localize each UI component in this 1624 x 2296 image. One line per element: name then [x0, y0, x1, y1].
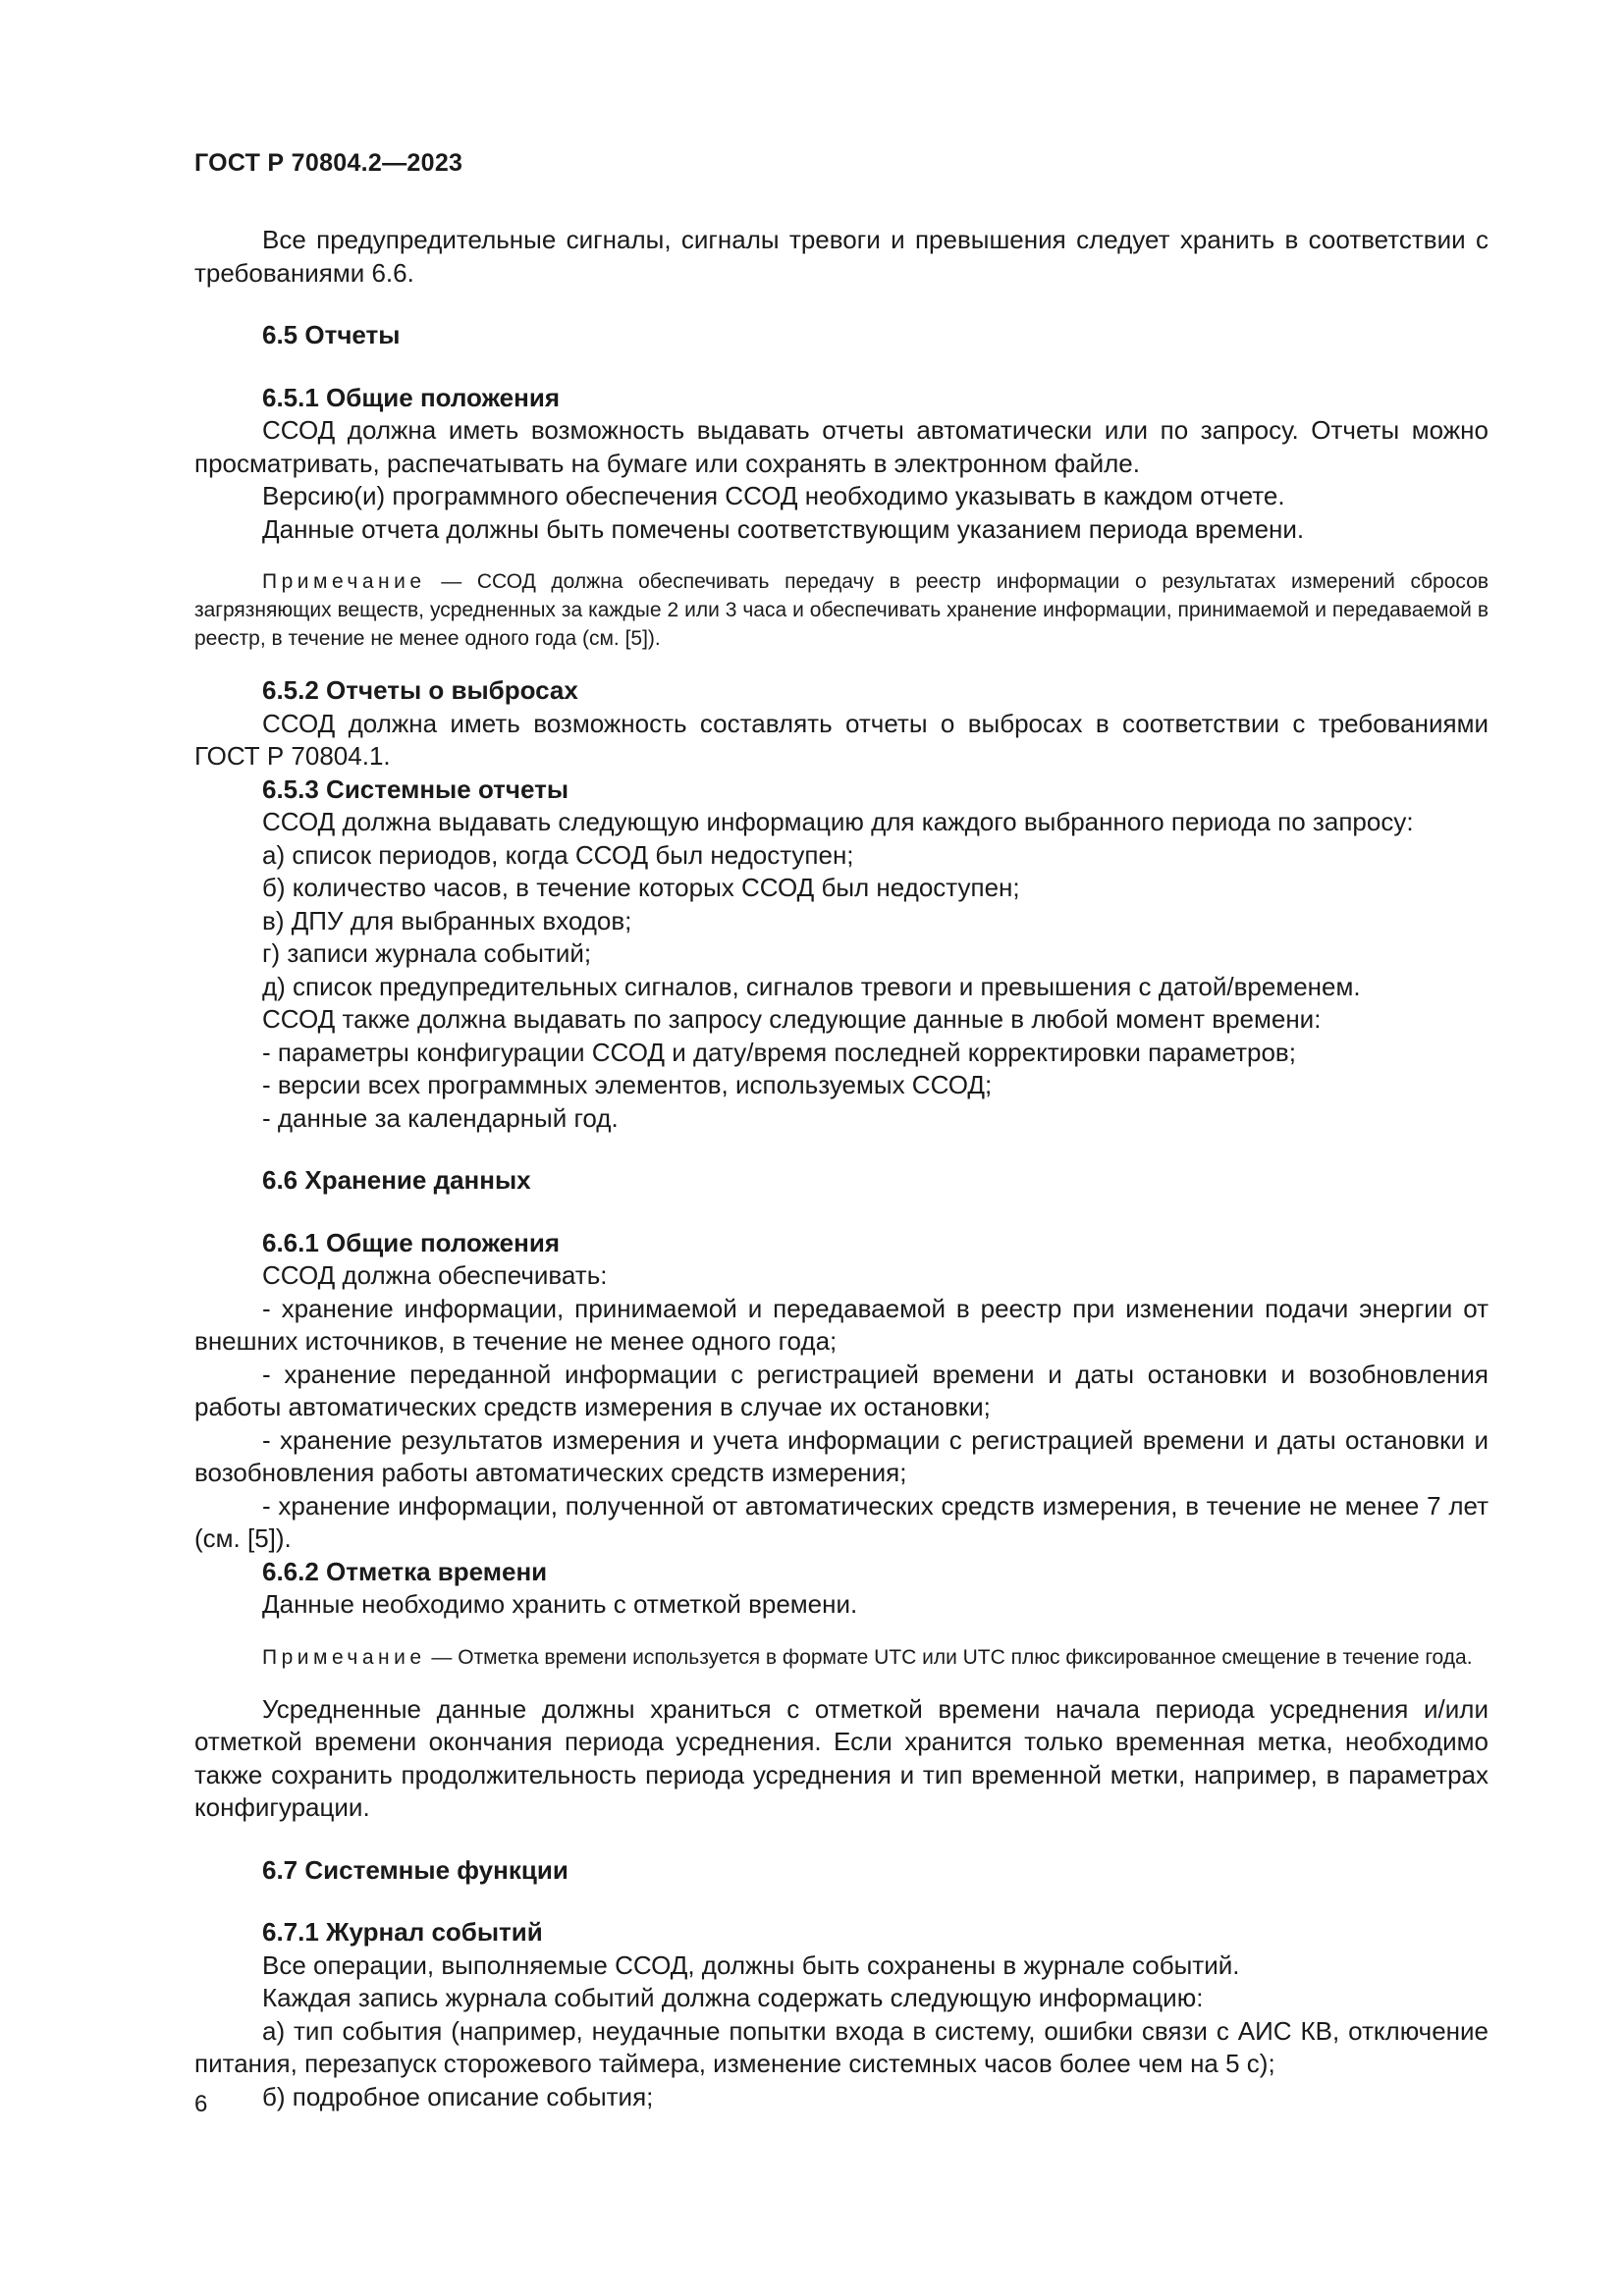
paragraph: ССОД должна иметь возможность составлять отчеты о выбросах в соответствии с требованиями ГОСТ Р 70804.1. [194, 708, 1489, 771]
list-item: а) список периодов, когда ССОД был недоступен; [262, 839, 854, 870]
section-heading-6-5: 6.5 Отчеты [262, 320, 401, 349]
list-item: - параметры конфигурации ССОД и дату/время последней корректировки параметров; [262, 1037, 1296, 1067]
list-item: б) подробное описание события; [262, 2081, 654, 2111]
list-item: - хранение результатов измерения и учета информации с регистрацией времени и даты остановки и возобновления работы автоматических средств измерения; [194, 1424, 1489, 1487]
paragraph: Каждая запись журнала событий должна содержать следующую информацию: [262, 1983, 1204, 2012]
list-item: б) количество часов, в течение которых ССОД был недоступен; [262, 873, 1020, 902]
list-item: д) список предупредительных сигналов, сигналов тревоги и превышения с датой/временем. [262, 971, 1361, 1001]
paragraph: Данные отчета должны быть помечены соответствующим указанием периода времени. [262, 513, 1305, 544]
section-heading-6-6: 6.6 Хранение данных [262, 1165, 531, 1195]
section-heading-6-5-1: 6.5.1 Общие положения [262, 382, 560, 412]
section-heading-6-7: 6.7 Системные функции [262, 1854, 568, 1885]
section-heading-6-5-3: 6.5.3 Системные отчеты [262, 774, 569, 804]
section-heading-6-5-2: 6.5.2 Отчеты о выбросах [262, 675, 578, 705]
list-item: - хранение информации, полученной от автоматических средств измерения, в течение не менее 7 лет (см. [5]). [194, 1490, 1489, 1553]
list-item: - хранение информации, принимаемой и передаваемой в реестр при изменении подачи энергии от внешних источников, в течение не менее одного года; [194, 1293, 1489, 1356]
paragraph: Все операции, выполняемые ССОД, должны быть сохранены в журнале событий. [262, 1949, 1240, 1980]
note-label: Примечание [262, 570, 426, 593]
list-item: в) ДПУ для выбранных входов; [262, 905, 632, 935]
list-item: - хранение переданной информации с регистрацией времени и даты остановки и возобновления работы автоматических средств измерения в случае их остановки; [194, 1359, 1489, 1421]
paragraph: ССОД должна обеспечивать: [262, 1260, 608, 1290]
document-body [194, 224, 1489, 2113]
note-label: Примечание [262, 1645, 426, 1669]
document-header: ГОСТ Р 70804.2—2023 [194, 149, 463, 177]
section-heading-6-6-1: 6.6.1 Общие положения [262, 1227, 560, 1257]
paragraph: Версию(и) программного обеспечения ССОД необходимо указывать в каждом отчете. [262, 481, 1285, 510]
paragraph: Данные необходимо хранить с отметкой времени. [262, 1589, 858, 1619]
note-text: — ССОД должна обеспечивать передачу в реестр информации о результатах измерений сбросов загрязняющих веществ, усредненных за каждые 2 или 3 часа и обеспечивать хранение информации, принимаемой и передаваемой в реестр, в течение не менее одного года (см. [5]). [194, 570, 1489, 650]
paragraph: Все предупредительные сигналы, сигналы тревоги и превышения следует хранить в соответствии с требованиями 6.6. [194, 225, 1489, 288]
note [194, 567, 1489, 653]
paragraph: ССОД также должна выдавать по запросу следующие данные в любой момент времени: [262, 1004, 1322, 1034]
note-text: — Отметка времени используется в формате UTC или UTC плюс фиксированное смещение в течение года. [425, 1645, 1473, 1669]
paragraph: ССОД должна выдавать следующую информацию для каждого выбранного периода по запросу: [262, 807, 1414, 836]
note [194, 1643, 1489, 1672]
list-item: г) записи журнала событий; [262, 938, 592, 968]
paragraph: Усредненные данные должны храниться с отметкой времени начала периода усреднения и/или отметкой времени окончания периода усреднения. Если хранится только временная метка, необходимо также сохранить продолжительность периода усреднения и тип временной метки, например, в параметрах конфигурации. [194, 1693, 1489, 1822]
page-number: 6 [194, 2091, 208, 2117]
list-item: а) тип события (например, неудачные попытки входа в систему, ошибки связи с АИС КВ, отключение питания, перезапуск сторожевого таймера, изменение системных часов более чем на 5 с); [194, 2015, 1489, 2078]
paragraph: ССОД должна иметь возможность выдавать отчеты автоматически или по запросу. Отчеты можно просматривать, распечатывать на бумаге или сохранять в электронном файле. [194, 415, 1489, 478]
document-page [194, 0, 1489, 2296]
list-item: - версии всех программных элементов, используемых ССОД; [262, 1070, 993, 1099]
section-heading-6-7-1: 6.7.1 Журнал событий [262, 1917, 543, 1947]
section-heading-6-6-2: 6.6.2 Отметка времени [262, 1556, 548, 1586]
list-item: - данные за календарный год. [262, 1102, 619, 1133]
